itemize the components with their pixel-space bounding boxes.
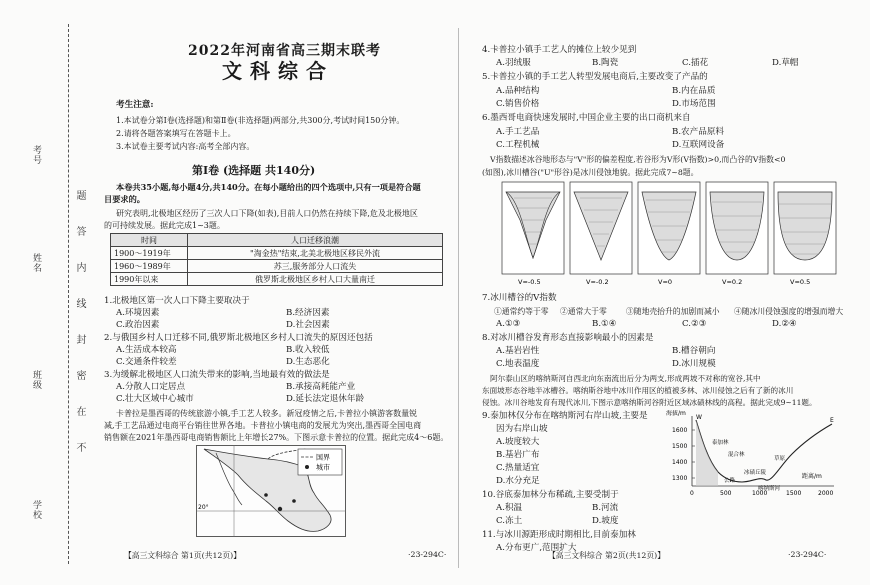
- table-header-wave: 人口迁移浪潮: [188, 234, 443, 247]
- q9-option-a: A.坡度较大: [496, 437, 540, 447]
- q3-option-d: D.延长法定退休年龄: [286, 394, 365, 404]
- q6-option-a: A.手工艺品: [496, 127, 540, 137]
- mexico-location-map: [196, 445, 346, 537]
- legend-boundary-label: 国界: [316, 453, 330, 462]
- passage2-line-3: 销售额在2021年墨西哥电商销售额比上年增长27%。下图示意卡普拉的位置。据此完成4～6题。: [104, 433, 449, 442]
- q10-option-b: B.河流: [592, 503, 619, 513]
- q9-option-b: B.基岩广布: [496, 450, 540, 460]
- q1-option-a: A.环境因素: [116, 308, 160, 318]
- q3-stem: 3.为缓解北极地区人口流失带来的影响,当地最有效的做法是: [104, 370, 330, 380]
- q11-stem: 11.与冰川源距形成时期相比,目前泰加林: [482, 530, 636, 540]
- q8-option-c: C.地表温度: [496, 359, 540, 369]
- q7-statement-1: ①通常约等于零: [494, 307, 549, 316]
- binding-margin: [0, 0, 85, 585]
- passage1-line-1: 研究表明,北极地区经历了三次人口下降(如表),目前人口仍然在持续下降,危及北极地区: [116, 209, 418, 218]
- notice-title: 考生注意:: [116, 100, 154, 110]
- seal-warning-text: 题答内线封密在不: [74, 190, 85, 478]
- q3-option-a: A.分散人口定居点: [116, 382, 186, 392]
- chart-ylabel: 海拔/m: [666, 410, 686, 417]
- q4-option-b: B.陶瓷: [592, 58, 619, 68]
- q7-stem: 7.冰川槽谷的V指数: [482, 293, 557, 303]
- q7-option-a: A.①③: [496, 319, 521, 329]
- label-west: W: [696, 414, 702, 421]
- q2-option-a: A.生活成本较高: [116, 345, 177, 355]
- part-heading: 第Ⅰ卷 (选择题 共140分): [192, 164, 316, 177]
- label-taiga: 泰加林: [712, 440, 729, 446]
- q5-option-b: B.内在品质: [672, 86, 716, 96]
- part-intro-line-1: 本卷共35小题,每小题4分,共140分。在每小题给出的四个选项中,只有一项是符合题: [116, 182, 421, 192]
- q10-option-a: A.积温: [496, 503, 523, 513]
- passage4-line-1: 阿尔泰山区的喀纳斯河自西北向东南流出后分为两支,形成两坡不对称的宽谷,其中: [490, 374, 761, 383]
- valley-profile-figure: [500, 180, 840, 288]
- kanas-elevation-profile-chart: [662, 410, 842, 502]
- q4-option-d: D.草帽: [772, 58, 799, 68]
- q5-option-a: A.品种结构: [496, 86, 540, 96]
- q7-statement-2: ②通常大于零: [560, 307, 607, 316]
- q3-option-c: C.壮大区域中心城市: [116, 394, 194, 404]
- q7-statement-4: ④随冰川侵蚀强度的增强而增大: [734, 307, 844, 316]
- table-row: 1900～1919年 "淘金热"结束,北美北极地区移民外流: [111, 247, 443, 260]
- q1-option-c: C.政治因素: [116, 320, 160, 330]
- subject-title: 文科综合: [222, 59, 334, 83]
- q9-option-c: C.热量适宜: [496, 463, 540, 473]
- q9-stem: 9.泰加林仅分布在喀纳斯河右岸山坡,主要是: [482, 411, 648, 421]
- q8-option-b: B.槽谷朝向: [672, 346, 716, 356]
- q4-option-c: C.插花: [682, 58, 709, 68]
- ytick-1300: 1300: [672, 475, 688, 482]
- q10-option-d: D.坡度: [592, 516, 619, 526]
- q5-option-d: D.市场范围: [672, 99, 716, 109]
- margin-label-exam-no: 考号: [31, 145, 41, 165]
- footer-right-page: 【高三文科综合 第2页(共12页)】: [548, 551, 666, 560]
- footer-left-code: ·23-294C·: [408, 550, 447, 559]
- margin-label-name: 姓名: [31, 253, 41, 273]
- q6-option-b: B.农产品原料: [672, 127, 725, 137]
- valley-profile-2: [570, 182, 632, 274]
- map-lat-label: 20°: [198, 504, 209, 511]
- column-divider: [458, 28, 459, 568]
- seal-line: [68, 24, 69, 564]
- q9-stem-cont: 因为右岸山坡: [496, 424, 548, 434]
- q8-option-a: A.基岩岩性: [496, 346, 540, 356]
- valley-profile-5: [774, 182, 836, 274]
- passage3-line-2: (如图),冰川槽谷("U"形谷)是冰川侵蚀地貌。据此完成7~8题。: [482, 168, 699, 177]
- xtick-1500: 1500: [786, 490, 802, 497]
- valley-label-1: V=-0.5: [518, 278, 541, 286]
- q7-option-d: D.②④: [772, 319, 797, 329]
- label-kanas-river: 喀纳斯河: [758, 486, 781, 492]
- q4-option-a: A.羽绒服: [496, 58, 531, 68]
- passage4-line-2: 东面坡形态谷地半冰槽谷。喀纳斯谷地中冰川作用区的植被多林、冰川侵蚀之后有了新的冰川: [482, 386, 794, 395]
- q10-option-c: C.冻土: [496, 516, 523, 526]
- valley-profile-1: [502, 182, 564, 274]
- chart-xlabel: 距离/m: [802, 473, 822, 480]
- footer-right-code: ·23-294C·: [788, 550, 827, 559]
- notice-line-2: 2.请将各题答案填写在答题卡上。: [116, 129, 236, 138]
- q2-option-d: D.生态恶化: [286, 357, 330, 367]
- table-header-time: 时间: [111, 234, 188, 247]
- q2-stem: 2.与俄国乡村人口迁移不同,俄罗斯北极地区乡村人口流失的原因还包括: [104, 333, 373, 343]
- q7-option-b: B.①④: [592, 319, 617, 329]
- label-moraine-hill: 冰碛丘陵: [744, 470, 767, 476]
- q5-option-c: C.销售价格: [496, 99, 540, 109]
- map-lon-label: [224, 445, 238, 446]
- notice-line-3: 3.本试卷主要考试内容:高考全部内容。: [116, 142, 255, 151]
- q6-stem: 6.墨西哥电商快速发展时,中国企业主要的出口商机来自: [482, 113, 691, 123]
- notice-line-1: 1.本试卷分第Ⅰ卷(选择题)和第Ⅱ卷(非选择题)两部分,共300分,考试时间150分钟。: [116, 116, 405, 125]
- valley-label-5: V=0.5: [790, 278, 811, 286]
- xtick-0: 0: [690, 490, 694, 497]
- q11-option-a: A.分布更广,范围扩大: [496, 543, 577, 553]
- q1-option-d: D.社会因素: [286, 320, 330, 330]
- ytick-1600: 1600: [672, 427, 688, 434]
- table-row: 1960～1989年 苏三,服务部分人口流失: [111, 260, 443, 273]
- q7-option-c: C.②③: [682, 319, 707, 329]
- label-grassland: 草原: [774, 456, 786, 462]
- kapula-town-marker: [278, 507, 282, 511]
- q3-option-b: B.承接高耗能产业: [286, 382, 356, 392]
- q8-option-d: D.冰川规模: [672, 359, 716, 369]
- q2-option-c: C.交通条件较差: [116, 357, 177, 367]
- q4-stem: 4.卡普拉小镇手工艺人的摊位上较少见到: [482, 45, 637, 55]
- q8-stem: 8.对冰川槽谷发育形态直接影响最小的因素是: [482, 333, 654, 343]
- footer-left-page: 【高三文科综合 第1页(共12页)】: [124, 551, 242, 560]
- right-column: [470, 0, 850, 585]
- label-road: 公路: [724, 478, 736, 484]
- valley-profile-3: [638, 182, 700, 274]
- table-row: 1990年以来 俄罗斯北极地区乡村人口大量南迁: [111, 273, 443, 286]
- passage4-line-3: 侵蚀。冰川谷地发育有现代冰川,下图示意喀纳斯河谷附近区域冰碛林线的高程。据此完成9~11题。: [482, 398, 817, 407]
- q5-stem: 5.卡普拉小镇的手工艺人转型发展电商后,主要改变了产品的: [482, 72, 708, 82]
- q6-option-c: C.工程机械: [496, 140, 540, 150]
- label-east: E: [830, 417, 834, 424]
- valley-label-4: V=0.2: [722, 278, 743, 286]
- q10-stem: 10.谷底泰加林分布稀疏,主要受制于: [482, 490, 619, 500]
- passage1-line-2: 的可持续发展。据此完成1~3题。: [104, 221, 225, 230]
- xtick-500: 500: [720, 490, 732, 497]
- left-column: [104, 0, 452, 585]
- valley-profile-4: [706, 182, 768, 274]
- q9-option-d: D.水分充足: [496, 476, 540, 486]
- margin-label-school: 学校: [31, 500, 41, 520]
- label-mixed-forest: 混合林: [728, 452, 745, 458]
- q6-option-d: D.互联网设备: [672, 140, 725, 150]
- margin-label-class: 班级: [31, 370, 41, 390]
- q1-stem: 1.北极地区第一次人口下降主要取决于: [104, 296, 250, 306]
- part-intro-line-2: 目要求的。: [104, 194, 145, 204]
- exam-title: 2022年河南省高三期末联考: [188, 43, 381, 59]
- migration-table: [110, 233, 443, 286]
- xtick-2000: 2000: [818, 490, 834, 497]
- passage3-line-1: V指数描述冰谷地形态与"V"形的偏差程度,若谷形为V形(V指数)>0,而凸谷的V指数<0: [490, 155, 786, 164]
- passage2-line-2: 减,手工艺品通过电商平台销往世界各地。卡普拉小镇电商的发展尤为突出,墨西哥全国电商: [104, 421, 422, 430]
- q7-statement-3: ③随地壳抬升的加剧而减小: [626, 307, 720, 316]
- valley-label-3: V=0: [658, 278, 673, 286]
- ytick-1400: 1400: [672, 459, 688, 466]
- xtick-1000: 1000: [752, 490, 768, 497]
- ytick-1500: 1500: [672, 443, 688, 450]
- passage2-line-1: 卡普拉是墨西哥的传统旅游小镇,手工艺人较多。新冠疫情之后,卡普拉小镇游客数量锐: [116, 409, 418, 418]
- q2-option-b: B.收入较低: [286, 345, 330, 355]
- legend-town-label: 城市: [316, 463, 330, 472]
- q1-option-b: B.经济因素: [286, 308, 330, 318]
- valley-label-2: V=-0.2: [586, 278, 609, 286]
